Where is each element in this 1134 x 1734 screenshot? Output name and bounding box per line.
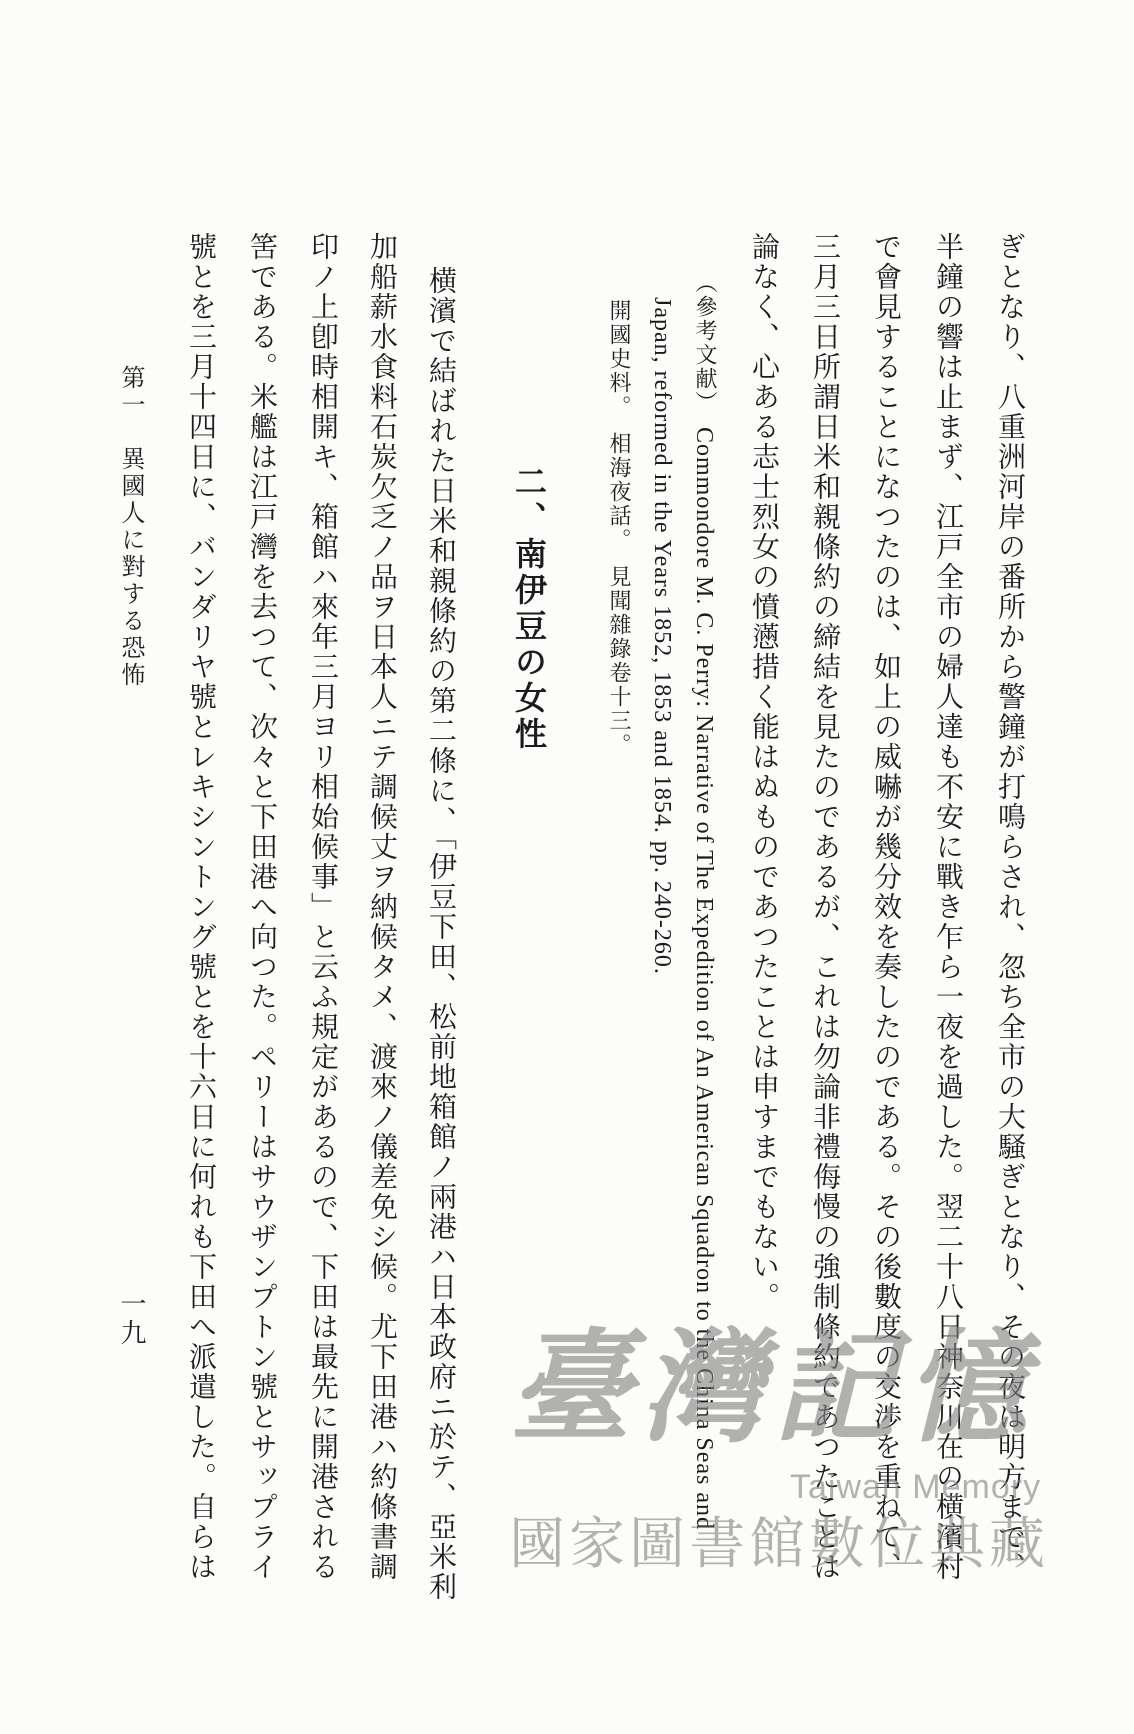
reference-line-3: 開國史料。 相海夜話。 見聞雜錄卷十三。 (606, 299, 631, 757)
body-column-4: 三月三日所謂日米和親條約の締結を見たのであるが、これは勿論非禮侮慢の強制條約であつたことは (809, 232, 842, 1582)
section-column-4: 筈である。米艦は江戸灣を去つて、次々と下田港へ向つた。ペリーはサウザンプトン號とサップライ (246, 232, 279, 1582)
watermark-english: Taiwan Memory (790, 1468, 1042, 1506)
section-column-3: 印ノ上卽時相開キ、箱館ハ來年三月ヨリ相始候事」と云ふ規定があるので、下田は最先に開港される (307, 232, 340, 1582)
body-column-3: で會見することになつたのは、如上の威嚇が幾分效を奏したのである。その後數度の交渉を重ねて、 (870, 232, 903, 1582)
page-number: 一九 (116, 1290, 146, 1348)
section-column-1: 横濱で結ばれた日米和親條約の第二條に、「伊豆下田、松前地箱館ノ兩港ハ日本政府ニ於テ、亞米利 (425, 266, 458, 1602)
body-column-2: 半鐘の響は止まず、江戸全市の婦人達も不安に戰き乍ら一夜を過した。翌二十八日神奈川在の横濱村 (932, 232, 965, 1582)
section-column-5: 號とを三月十四日に、バンダリヤ號とレキシントング號とを十六日に何れも下田へ派遣した。自らは (185, 232, 218, 1582)
reference-label: （參考文献） (692, 271, 717, 415)
watermark-institution: 國家圖書館數位典藏 (509, 1512, 1049, 1577)
section-heading: 二、南伊豆の女性 (510, 465, 548, 753)
reference-citation-text: Commondore M. C. Perry: Narrative of The Expedition of An American Squadron to the China Seas and (691, 427, 717, 1531)
body-column-1: ぎとなり、八重洲河岸の番所から警鐘が打鳴らされ、忽ち全市の大騒ぎとなり、その夜は明方まで、 (994, 232, 1027, 1582)
watermark-logo: 臺灣記憶 (509, 1315, 1037, 1459)
body-column-5: 論なく、心ある志士烈女の憤懣措く能はぬものであつたことは申すまでもない。 (748, 232, 781, 1312)
reference-line-2: Japan, reformed in the Years 1852, 1853 and 1854. pp. 240-260. (649, 297, 675, 975)
section-column-2: 加船薪水食料石炭欠乏ノ品ヲ日本人ニテ調候丈ヲ納候タメ、渡來ノ儀差免シ候。尤下田港ハ約條書調 (366, 232, 399, 1582)
running-head: 第一 異國人に對する恐怖 (117, 365, 145, 689)
